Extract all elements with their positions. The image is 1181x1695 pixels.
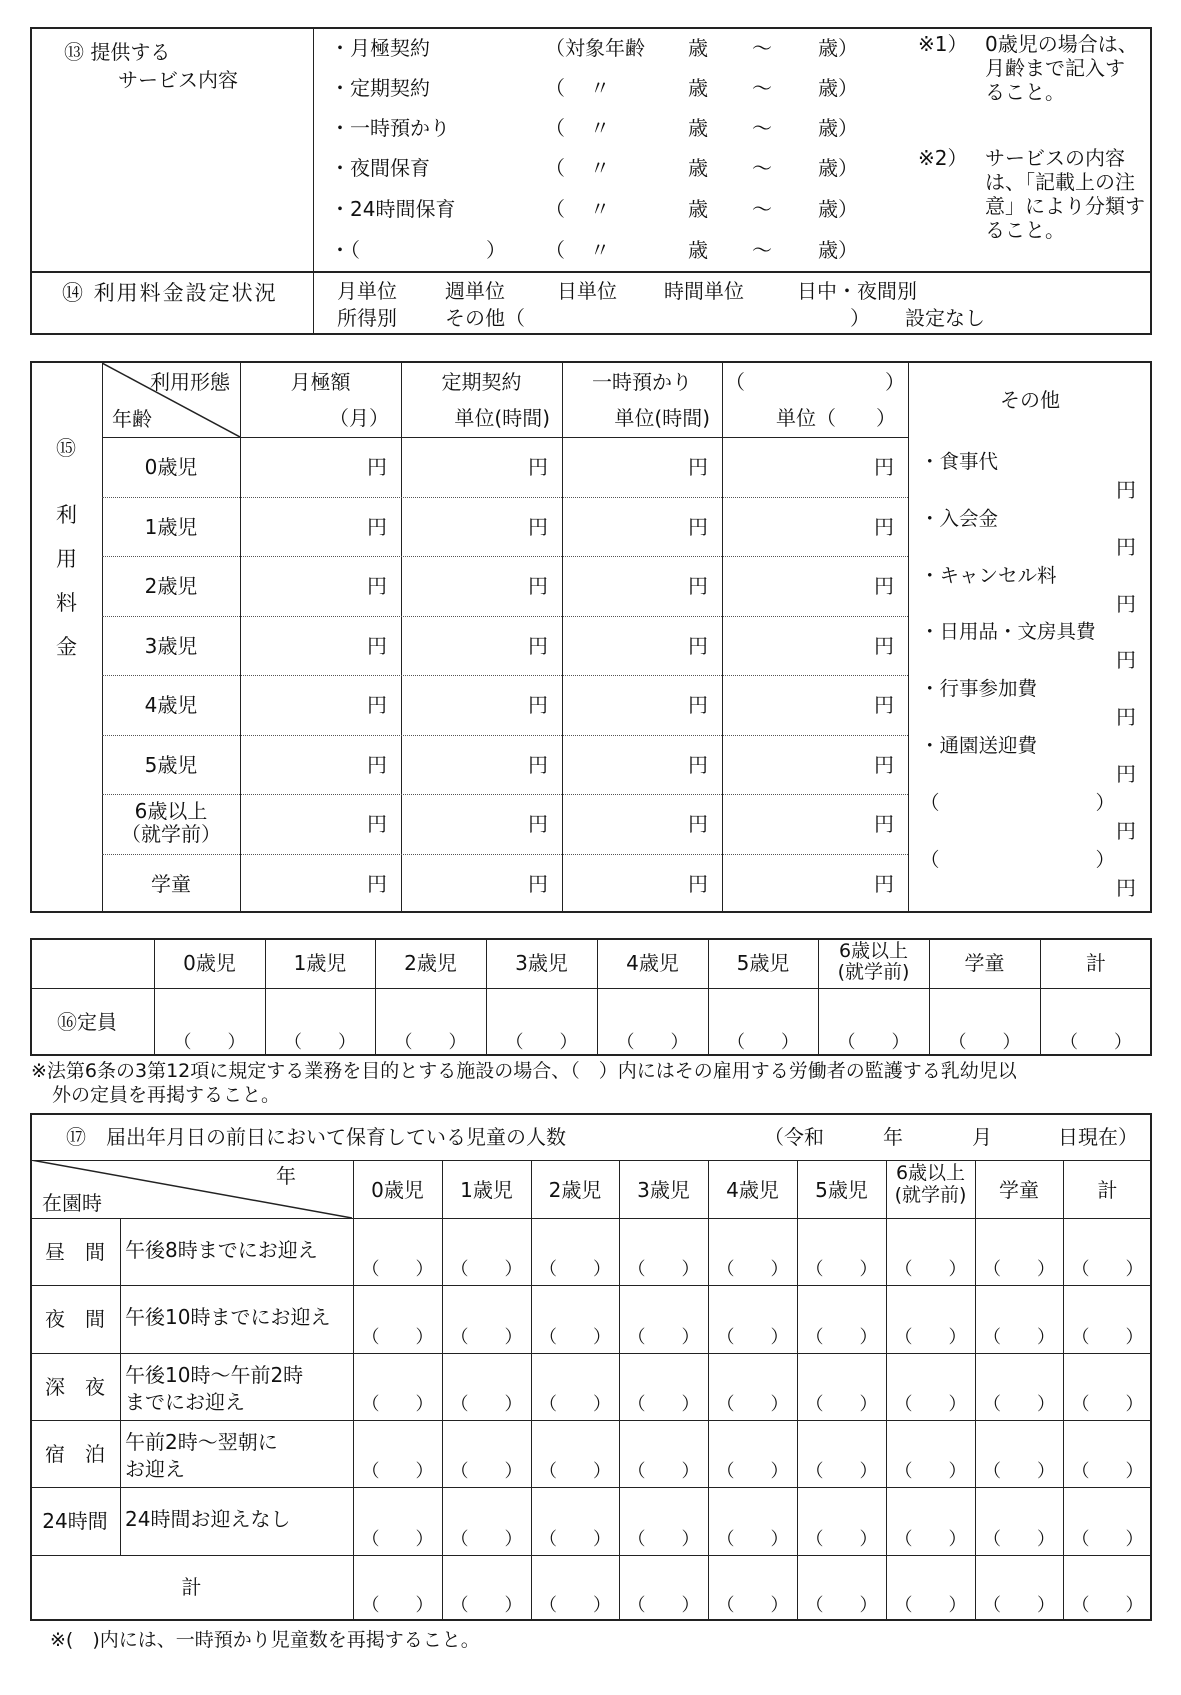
dotted-row-divider xyxy=(102,854,908,855)
count-paren: （ ） xyxy=(983,1327,1055,1348)
count-paren: （ ） xyxy=(450,1529,523,1550)
grid-line-v xyxy=(619,1160,620,1621)
count-paren: （ ） xyxy=(361,1327,434,1348)
yen-unit: 円 xyxy=(1116,705,1136,729)
capacity-header: 2歳児 xyxy=(404,951,457,975)
service-name: ・月極契約 xyxy=(330,36,430,60)
row-label-total: 計 xyxy=(181,1575,202,1599)
count-paren: （ ） xyxy=(894,1595,967,1616)
age-range-open: （ xyxy=(545,116,565,140)
count-paren: （ ） xyxy=(450,1394,523,1415)
yen-unit: 円 xyxy=(688,633,708,658)
count-paren: （ ） xyxy=(1071,1259,1144,1280)
age-range-open: （対象年齢 xyxy=(545,36,645,60)
col-header-top: （ ） xyxy=(725,370,905,394)
grid-line-v xyxy=(531,1160,532,1621)
col-header-bottom: 単位（ ） xyxy=(776,406,896,430)
col-header-top: 一時預かり xyxy=(592,370,692,394)
grid-line-v xyxy=(1063,1160,1064,1621)
fee-unit-week: 週単位 xyxy=(445,279,505,303)
row-line xyxy=(30,1487,1152,1488)
section-13-box xyxy=(30,27,1152,273)
label-divider xyxy=(120,1218,121,1555)
service-name: ・一時預かり xyxy=(330,116,450,140)
count-paren: （ ） xyxy=(805,1529,878,1550)
yen-unit: 円 xyxy=(367,752,387,777)
section-17-title: ⑰ 届出年月日の前日において保育している児童の人数 xyxy=(66,1125,566,1149)
capacity-header: 3歳児 xyxy=(515,951,568,975)
yen-unit: 円 xyxy=(1116,648,1136,672)
yen-unit: 円 xyxy=(1116,762,1136,786)
yen-unit: 円 xyxy=(528,752,548,777)
capacity-paren: （ ） xyxy=(616,1032,689,1053)
row-line xyxy=(30,1218,1152,1219)
other-fee-label: ・通園送迎費 xyxy=(920,734,1038,757)
diag-bottom-label: 年齢 xyxy=(112,407,152,431)
capacity-paren: （ ） xyxy=(948,1032,1021,1053)
yen-unit: 円 xyxy=(367,514,387,539)
ditto-mark: 〃 xyxy=(590,116,610,140)
note-2-line-1: サービスの内容 xyxy=(985,146,1125,170)
count-paren: （ ） xyxy=(983,1461,1055,1482)
header-bottom-line xyxy=(30,988,1152,989)
capacity-paren: （ ） xyxy=(1060,1032,1132,1053)
row-line xyxy=(30,1285,1152,1286)
count-paren: （ ） xyxy=(894,1529,967,1550)
fee-unit-month: 月単位 xyxy=(337,279,397,303)
row-label: 宿 泊 xyxy=(45,1442,105,1466)
count-paren: （ ） xyxy=(539,1595,611,1616)
yen-unit: 円 xyxy=(528,574,548,598)
yen-unit: 円 xyxy=(874,871,894,896)
row-description: 午後10時までにお迎え xyxy=(125,1305,331,1329)
note-1-line-2: 月齢まで記入す xyxy=(985,56,1125,80)
yen-unit: 円 xyxy=(688,455,708,479)
section-16-note-1: ※法第6条の3第12項に規定する業務を目的とする施設の場合、（ ）内にはその雇用する労働者の監護する乳幼児以 xyxy=(31,1060,1017,1082)
count-paren: （ ） xyxy=(805,1595,878,1616)
count-paren: （ ） xyxy=(894,1394,967,1415)
count-paren: （ ） xyxy=(539,1259,611,1280)
count-header: 計 xyxy=(1097,1178,1118,1202)
yen-unit: 円 xyxy=(367,574,387,598)
row-line xyxy=(30,1353,1152,1354)
age-label: 5歳児 xyxy=(144,752,198,777)
count-paren: （ ） xyxy=(1071,1327,1144,1348)
fee-unit-hour: 時間単位 xyxy=(664,279,744,303)
dotted-row-divider xyxy=(102,735,908,736)
age-to-unit: 歳） xyxy=(818,76,858,100)
grid-line-v xyxy=(797,1160,798,1621)
yen-unit: 円 xyxy=(688,574,708,598)
date-day: 日現在） xyxy=(1058,1125,1138,1149)
fee-none: 設定なし xyxy=(905,306,985,330)
date-reiwa: （令和 xyxy=(764,1125,824,1149)
tilde: ～ xyxy=(752,76,772,100)
count-paren: （ ） xyxy=(361,1529,434,1550)
age-to-unit: 歳） xyxy=(818,238,858,262)
count-paren: （ ） xyxy=(627,1327,700,1348)
diag-top-label: 利用形態 xyxy=(150,370,230,394)
age-range-open: （ xyxy=(545,197,565,221)
count-paren: （ ） xyxy=(894,1327,967,1348)
count-paren: （ ） xyxy=(361,1461,434,1482)
capacity-header: 5歳児 xyxy=(736,951,790,975)
other-fee-label: ・食事代 xyxy=(920,450,999,473)
section-17-note: ※( )内には、一時預かり児童数を再掲すること。 xyxy=(50,1629,480,1651)
count-paren: （ ） xyxy=(716,1259,789,1280)
row-label: 夜 間 xyxy=(45,1307,105,1331)
capacity-header: 1歳児 xyxy=(293,951,347,975)
count-paren: （ ） xyxy=(805,1394,878,1415)
count-paren: （ ） xyxy=(450,1259,523,1280)
yen-unit: 円 xyxy=(874,752,894,777)
capacity-paren: （ ） xyxy=(837,1032,910,1053)
grid-line-v xyxy=(442,1160,443,1621)
note-1-line-1: 0歳児の場合は、 xyxy=(985,32,1138,56)
count-paren: （ ） xyxy=(805,1259,878,1280)
capacity-paren: （ ） xyxy=(505,1032,578,1053)
tilde: ～ xyxy=(752,36,772,60)
yen-unit: 円 xyxy=(367,455,387,479)
count-paren: （ ） xyxy=(716,1529,789,1550)
date-year: 年 xyxy=(883,1125,903,1149)
grid-line-v xyxy=(401,361,402,913)
row-description: 24時間お迎えなし xyxy=(125,1507,291,1531)
tilde: ～ xyxy=(752,116,772,140)
tilde: ～ xyxy=(752,238,772,262)
ditto-mark: 〃 xyxy=(590,76,610,100)
other-fee-label: ・キャンセル料 xyxy=(920,564,1057,587)
yen-unit: 円 xyxy=(688,693,708,717)
other-fee-label: （ ） xyxy=(920,848,1116,871)
col-header-bottom: 単位(時間) xyxy=(614,406,710,430)
vertical-char-1: 利 xyxy=(56,503,77,527)
row-description: 午前2時～翌朝に お迎え xyxy=(125,1430,278,1481)
other-fee-label: ・行事参加費 xyxy=(920,677,1038,700)
count-paren: （ ） xyxy=(894,1461,967,1482)
vertical-char-3: 料 xyxy=(56,591,77,615)
service-name: ・24時間保育 xyxy=(330,197,456,221)
grid-line-v xyxy=(240,361,241,913)
count-paren: （ ） xyxy=(361,1394,434,1415)
age-from-unit: 歳 xyxy=(688,116,708,140)
count-header: 0歳児 xyxy=(371,1178,424,1202)
row-line xyxy=(30,1555,1152,1556)
capacity-header: 計 xyxy=(1086,951,1106,975)
dotted-row-divider xyxy=(102,497,908,498)
fee-income: 所得別 xyxy=(337,306,397,330)
yen-unit: 円 xyxy=(528,871,548,896)
yen-unit: 円 xyxy=(1116,535,1136,559)
yen-unit: 円 xyxy=(528,633,548,658)
other-fee-label: （ ） xyxy=(920,791,1116,814)
age-label: 4歳児 xyxy=(144,693,198,717)
service-name: ・夜間保育 xyxy=(330,156,430,180)
section-15-number: ⑮ xyxy=(56,436,76,460)
capacity-paren: （ ） xyxy=(173,1032,246,1053)
fee-day-night: 日中・夜間別 xyxy=(797,279,917,303)
service-other-close: ） xyxy=(486,238,506,262)
ditto-mark: 〃 xyxy=(590,156,610,180)
capacity-paren: （ ） xyxy=(394,1032,467,1053)
row-label: 深 夜 xyxy=(45,1375,105,1399)
yen-unit: 円 xyxy=(688,871,708,896)
count-paren: （ ） xyxy=(716,1461,789,1482)
fee-other-close: ） xyxy=(850,306,870,330)
section-16-note-2: 外の定員を再掲すること。 xyxy=(52,1084,281,1106)
count-paren: （ ） xyxy=(450,1595,523,1616)
yen-unit: 円 xyxy=(688,752,708,777)
age-from-unit: 歳 xyxy=(688,156,708,180)
yen-unit: 円 xyxy=(874,693,894,717)
yen-unit: 円 xyxy=(874,514,894,539)
dotted-row-divider xyxy=(102,675,908,676)
ditto-mark: 〃 xyxy=(590,197,610,221)
grid-line-v xyxy=(353,1160,354,1621)
fee-unit-day: 日単位 xyxy=(557,279,617,303)
yen-unit: 円 xyxy=(528,455,548,479)
grid-line-v xyxy=(722,361,723,913)
yen-unit: 円 xyxy=(528,812,548,836)
vertical-char-2: 用 xyxy=(56,547,77,571)
yen-unit: 円 xyxy=(367,633,387,658)
age-label: 2歳児 xyxy=(144,574,198,598)
age-range-open: （ xyxy=(545,238,565,262)
tilde: ～ xyxy=(752,156,772,180)
yen-unit: 円 xyxy=(367,871,387,896)
count-paren: （ ） xyxy=(716,1327,789,1348)
count-header: 2歳児 xyxy=(548,1178,602,1202)
age-label: 学童 xyxy=(151,871,191,896)
note-1-line-3: ること。 xyxy=(985,80,1065,104)
yen-unit: 円 xyxy=(367,812,387,836)
count-paren: （ ） xyxy=(539,1327,611,1348)
count-paren: （ ） xyxy=(539,1461,611,1482)
count-paren: （ ） xyxy=(627,1394,700,1415)
count-paren: （ ） xyxy=(450,1327,523,1348)
count-paren: （ ） xyxy=(1071,1529,1144,1550)
section-14-title: ⑭ 利用料金設定状況 xyxy=(62,281,278,305)
note-2-line-3: 意」により分類す xyxy=(985,194,1145,218)
other-fee-label: ・日用品・文房具費 xyxy=(920,620,1096,643)
age-from-unit: 歳 xyxy=(688,76,708,100)
vertical-char-4: 金 xyxy=(56,635,77,659)
note-2-mark: ※2） xyxy=(918,146,968,170)
tilde: ～ xyxy=(752,197,772,221)
yen-unit: 円 xyxy=(1116,819,1136,843)
count-paren: （ ） xyxy=(1071,1394,1144,1415)
section-13-title-2: サービス内容 xyxy=(118,68,238,92)
yen-unit: 円 xyxy=(1116,478,1136,502)
note-1-mark: ※1） xyxy=(918,32,968,56)
count-paren: （ ） xyxy=(539,1394,611,1415)
col-header-bottom: （月） xyxy=(329,406,389,430)
dotted-row-divider xyxy=(102,794,908,795)
count-paren: （ ） xyxy=(361,1595,434,1616)
capacity-header: 4歳児 xyxy=(626,951,679,975)
yen-unit: 円 xyxy=(874,633,894,658)
count-paren: （ ） xyxy=(361,1259,434,1280)
count-paren: （ ） xyxy=(1071,1595,1144,1616)
yen-unit: 円 xyxy=(874,455,894,479)
note-2-line-2: は、「記載上の注 xyxy=(985,170,1135,194)
count-paren: （ ） xyxy=(450,1461,523,1482)
count-paren: （ ） xyxy=(627,1259,700,1280)
age-range-open: （ xyxy=(545,156,565,180)
capacity-header: 0歳児 xyxy=(183,951,236,975)
yen-unit: 円 xyxy=(528,514,548,539)
date-month: 月 xyxy=(972,1125,992,1149)
other-header: その他 xyxy=(1000,388,1060,412)
count-paren: （ ） xyxy=(539,1529,611,1550)
age-to-unit: 歳） xyxy=(818,36,858,60)
count-paren: （ ） xyxy=(983,1394,1055,1415)
count-paren: （ ） xyxy=(805,1461,878,1482)
count-header: 3歳児 xyxy=(637,1178,690,1202)
yen-unit: 円 xyxy=(688,812,708,836)
count-paren: （ ） xyxy=(805,1327,878,1348)
fee-other-open: その他（ xyxy=(445,306,525,330)
service-name: ・定期契約 xyxy=(330,76,430,100)
count-paren: （ ） xyxy=(894,1259,967,1280)
yen-unit: 円 xyxy=(874,812,894,836)
count-paren: （ ） xyxy=(983,1259,1055,1280)
grid-line-v xyxy=(908,361,909,913)
yen-unit: 円 xyxy=(874,574,894,598)
dotted-row-divider xyxy=(102,556,908,557)
age-from-unit: 歳 xyxy=(688,238,708,262)
note-2-line-4: ること。 xyxy=(985,218,1065,242)
age-to-unit: 歳） xyxy=(818,156,858,180)
yen-unit: 円 xyxy=(528,693,548,717)
row-line xyxy=(30,1420,1152,1421)
section-16-label: ⑯定員 xyxy=(57,1010,117,1034)
age-to-unit: 歳） xyxy=(818,197,858,221)
count-paren: （ ） xyxy=(1071,1461,1144,1482)
capacity-paren: （ ） xyxy=(727,1032,799,1053)
capacity-paren: （ ） xyxy=(284,1032,356,1053)
count-paren: （ ） xyxy=(627,1595,700,1616)
row-label: 24時間 xyxy=(42,1509,108,1533)
count-header: 5歳児 xyxy=(815,1178,868,1202)
col-header-top: 月極額 xyxy=(290,370,351,394)
diag-enrolled-label: 在園時 xyxy=(42,1191,102,1215)
age-from-unit: 歳 xyxy=(688,36,708,60)
col-header-bottom: 単位(時間) xyxy=(454,406,550,430)
count-paren: （ ） xyxy=(983,1595,1055,1616)
count-header: 1歳児 xyxy=(460,1178,513,1202)
grid-line-v xyxy=(562,361,563,913)
header-bottom-line xyxy=(102,437,908,438)
count-paren: （ ） xyxy=(627,1529,700,1550)
yen-unit: 円 xyxy=(1116,876,1136,900)
row-label: 昼 間 xyxy=(45,1240,105,1264)
section-13-title-1: ⑬ 提供する xyxy=(64,40,171,64)
count-paren: （ ） xyxy=(716,1595,789,1616)
count-paren: （ ） xyxy=(627,1461,700,1482)
count-paren: （ ） xyxy=(983,1529,1055,1550)
row-description: 午後10時～午前2時 までにお迎え xyxy=(125,1363,304,1414)
age-range-open: （ xyxy=(545,76,565,100)
col-header-top: 定期契約 xyxy=(441,370,522,394)
count-header: 学童 xyxy=(999,1178,1039,1202)
count-header: 4歳児 xyxy=(726,1178,779,1202)
grid-line-v xyxy=(975,1160,976,1621)
capacity-header: 6歳以上 (就学前) xyxy=(837,940,910,983)
age-label: 6歳以上 （就学前） xyxy=(121,799,221,846)
diag-year-label: 年 xyxy=(276,1164,296,1188)
dotted-row-divider xyxy=(102,616,908,617)
age-label: 0歳児 xyxy=(144,455,198,479)
yen-unit: 円 xyxy=(367,693,387,717)
age-to-unit: 歳） xyxy=(818,116,858,140)
grid-line-v xyxy=(708,1160,709,1621)
grid-line-v xyxy=(886,1160,887,1621)
age-label: 3歳児 xyxy=(144,633,198,658)
yen-unit: 円 xyxy=(688,514,708,539)
age-from-unit: 歳 xyxy=(688,197,708,221)
service-name: ・（ xyxy=(330,238,360,262)
count-header: 6歳以上 (就学前) xyxy=(894,1162,967,1206)
ditto-mark: 〃 xyxy=(590,238,610,262)
capacity-header: 学童 xyxy=(964,951,1005,975)
yen-unit: 円 xyxy=(1116,592,1136,616)
other-fee-label: ・入会金 xyxy=(920,507,999,530)
age-label: 1歳児 xyxy=(144,514,198,539)
count-paren: （ ） xyxy=(716,1394,789,1415)
row-description: 午後8時までにお迎え xyxy=(125,1238,318,1262)
